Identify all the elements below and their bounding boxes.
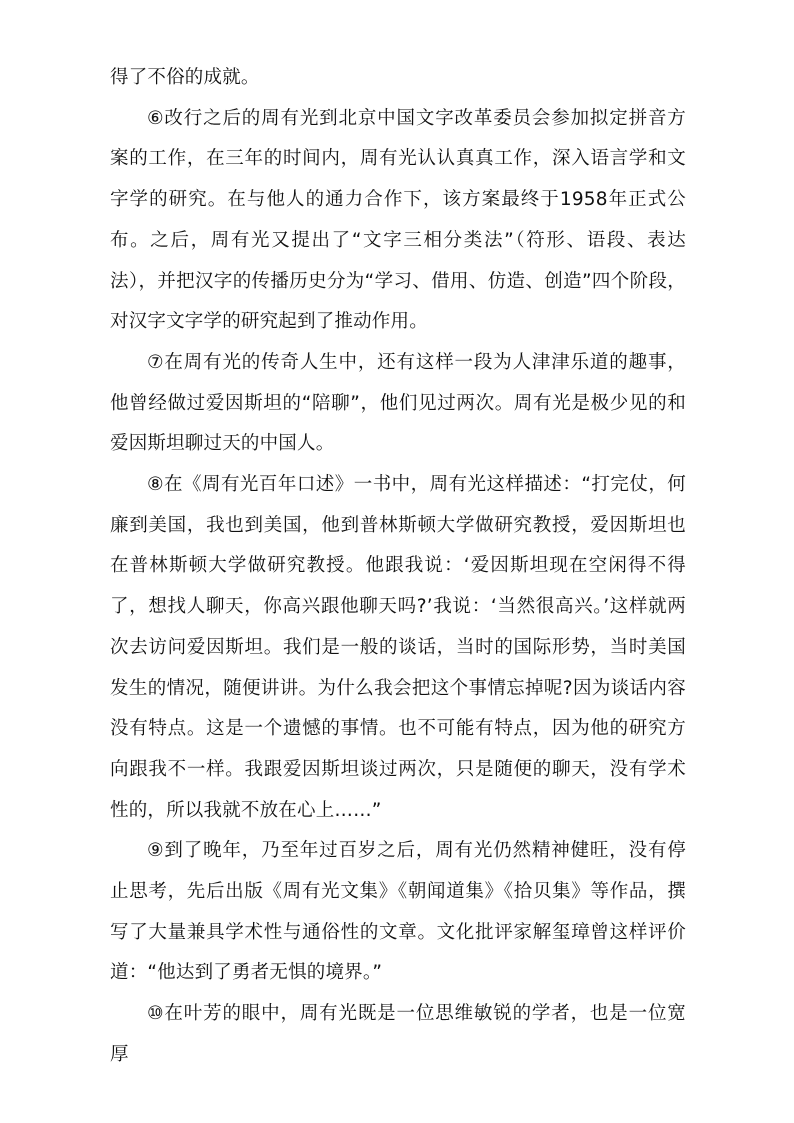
paragraph-10: ⑩在叶芳的眼中，周有光既是一位思维敏锐的学者，也是一位宽厚 — [110, 1003, 686, 1065]
paragraph-7: ⑦在周有光的传奇人生中，还有这样一段为人津津乐道的趣事，他曾经做过爱因斯坦的“陪聊”，他们见过两次。周有光是极少见的和爱因斯坦聊过天的中国人。 — [110, 351, 686, 455]
article-body — [110, 58, 686, 1076]
paragraph-8: ⑧在《周有光百年口述》一书中，周有光这样描述：“打完仗，何廉到美国，我也到美国，他到普林斯顿大学做研究教授，爱因斯坦也在普林斯顿大学做研究教授。他跟我说：‘爱因斯坦现在空闲得不得了，想找人聊天，你高兴跟他聊天吗?’我说：‘当然很高兴。’这样就两次去访问爱因斯坦。我们是一般的谈话，当时的国际形势，当时美国发生的情况，随便讲讲。为什么我会把这个事情忘掉呢?因为谈话内容没有特点。这是一个遗憾的事情。也不可能有特点，因为他的研究方向跟我不一样。我跟爱因斯坦谈过两次，只是随便的聊天，没有学术性的，所以我就不放在心上……” — [110, 474, 686, 821]
paragraph-9: ⑨到了晚年，乃至年过百岁之后，周有光仍然精神健旺，没有停止思考，先后出版《周有光文集》《朝闻道集》《拾贝集》等作品，撰写了大量兼具学术性与通俗性的文章。文化批评家解玺璋曾这样评价道：“他达到了勇者无惧的境界。” — [110, 840, 686, 984]
paragraph-continuation: 得了不俗的成就。 — [110, 67, 260, 88]
paragraph-6: ⑥改行之后的周有光到北京中国文字改革委员会参加拟定拼音方案的工作，在三年的时间内，周有光认认真真工作，深入语言学和文字学的研究。在与他人的通力合作下，该方案最终于1958年正式公布。之后，周有光又提出了“文字三相分类法”（符形、语段、表达法），并把汉字的传播历史分为“学习、借用、仿造、创造”四个阶段，对汉字文字学的研究起到了推动作用。 — [110, 107, 686, 333]
